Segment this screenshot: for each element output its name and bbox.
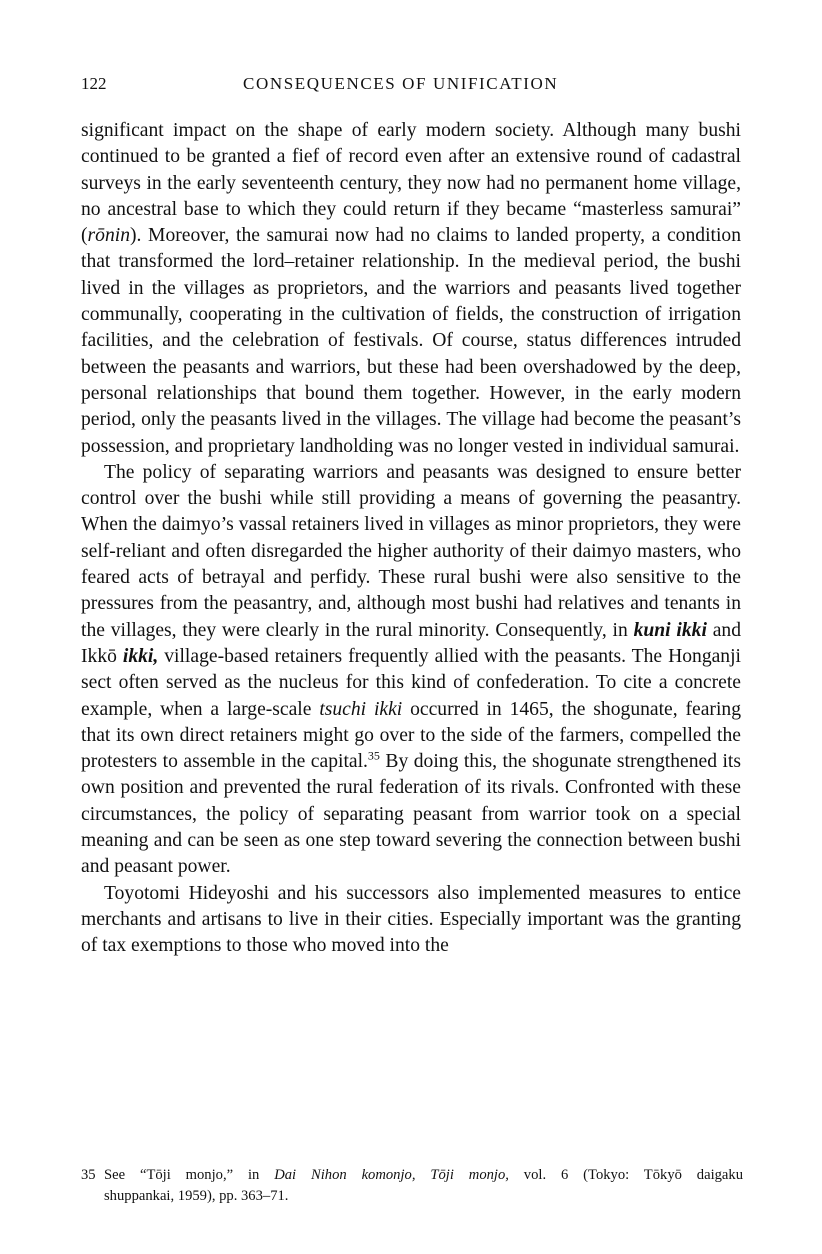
footnote-line-2: shuppankai, 1959), pp. 363–71. (104, 1188, 289, 1204)
paragraph-1-text: significant impact on the shape of early modern society. Although many bushi continued to be granted a fief of record even after an extensive round of cadastral surveys in the early seventeenth century, they now had no permanent home village, no ancestral base to which they could return if they became “masterless samurai” ( (81, 120, 741, 247)
term-kuni-ikki: kuni ikki (633, 619, 707, 641)
footnote-source-title: Dai Nihon komonjo, Tōji monjo, (274, 1167, 509, 1183)
footnote (81, 1165, 743, 1207)
footnote-reference[interactable]: 35 (367, 748, 380, 763)
running-header (81, 72, 741, 96)
paragraph-2 (81, 460, 741, 881)
footnote-line-1 (81, 1165, 743, 1186)
term-ronin: rōnin (87, 225, 130, 247)
paragraph-2-text-5: By doing this, the shogunate strengthened its own position and prevented the rural federation of its rivals. Confronted with these circumstances, the policy of separating peasant from warrior took on a special meaning and can be seen as one step toward severing the connection between bushi and peasant power. (81, 751, 741, 878)
paragraph-2-text: The policy of separating warriors and peasants was designed to ensure better control over the bushi while still providing a means of governing the peasantry. When the daimyo’s vassal retainers lived in villages as minor proprietors, they were self-reliant and often disregarded the higher authority of their daimyo masters, who feared acts of betrayal and perfidy. These rural bushi were also sensitive to the pressures from the peasantry, and, although most bushi had relatives and tenants in the villages, they were clearly in the rural minority. Consequently, in (81, 461, 741, 641)
paragraph-3 (81, 881, 741, 960)
footnote-text-2: vol. 6 (Tokyo: Tōkyō daigaku (508, 1167, 743, 1183)
term-tsuchi-ikki: tsuchi ikki (319, 698, 403, 720)
paragraph-2-text-2: and Ikkō (81, 619, 741, 667)
footnote-text: See “Tōji monjo,” in (104, 1167, 275, 1183)
paragraph-1 (81, 118, 741, 460)
footnote-number: 35 (81, 1167, 96, 1183)
paragraph-2-text-3: village-based retainers frequently allied with the peasants. The Honganji sect often served as the nucleus for this kind of confederation. To cite a concrete example, when a large-scale (81, 645, 741, 720)
page-number: 122 (81, 74, 107, 93)
paragraph-1-text-2: ). Moreover, the samurai now had no claims to landed property, a condition that transformed the lord–retainer relationship. In the medieval period, the bushi lived in the villages as proprietors, and the warriors and peasants lived together communally, cooperating in the cultivation of fields, the construction of irrigation facilities, and the celebration of festivals. Of course, status differences intruded between the peasants and warriors, but these had been overshadowed by the deep, personal relationships that bound them together. However, in the early modern period, only the peasants lived in the villages. The village had become the peasant’s possession, and proprietary landholding was no longer vested in individual samurai. (81, 225, 741, 457)
running-head-title: CONSEQUENCES OF UNIFICATION (243, 74, 559, 93)
paragraph-3-text: Toyotomi Hideyoshi and his successors also implemented measures to entice merchants and artisans to live in their cities. Especially important was the granting of tax exemptions to those who moved into the (81, 882, 741, 957)
paragraph-2-text-4: occurred in 1465, the shogunate, fearing that its own direct retainers might go over to the side of the farmers, compelled the protesters to assemble in the capital. (81, 698, 741, 773)
term-ikki: ikki, (122, 645, 159, 667)
body-text (81, 118, 741, 960)
